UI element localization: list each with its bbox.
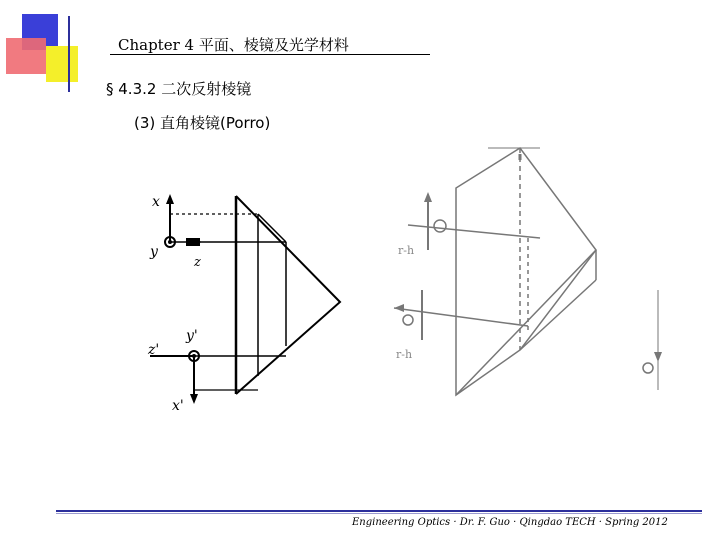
prism-outline — [236, 196, 340, 394]
chapter-title: Chapter 4 平面、棱镜及光学材料 — [118, 36, 349, 54]
porro-prism-3d-sketch — [380, 140, 690, 400]
subsection-heading: (3) 直角棱镜(Porro) — [134, 114, 271, 132]
footer-text: Engineering Optics · Dr. F. Guo · Qingdao TECH · Spring 2012 — [352, 517, 668, 528]
label-z: z — [194, 255, 201, 270]
label-x-prime: x' — [172, 398, 184, 414]
label-z-prime: z' — [148, 342, 160, 358]
exit-dot — [643, 363, 653, 373]
section-heading: § 4.3.2 二次反射棱镜 — [106, 80, 252, 98]
label-rh-top: r-h — [398, 244, 415, 257]
decor-red-square — [6, 38, 46, 74]
footer-rule — [56, 510, 702, 512]
decor-yellow-square — [46, 46, 78, 82]
output-dot — [403, 315, 413, 325]
header-vertical-rule — [68, 16, 70, 92]
porro-prism-schematic — [140, 180, 360, 415]
footer-rule-thin — [56, 513, 702, 514]
label-y-prime: y' — [186, 328, 198, 344]
output-ray — [394, 308, 528, 326]
label-rh-bottom: r-h — [396, 348, 413, 361]
label-y: y — [150, 244, 158, 260]
label-x: x — [152, 194, 160, 210]
input-dot — [434, 220, 446, 232]
